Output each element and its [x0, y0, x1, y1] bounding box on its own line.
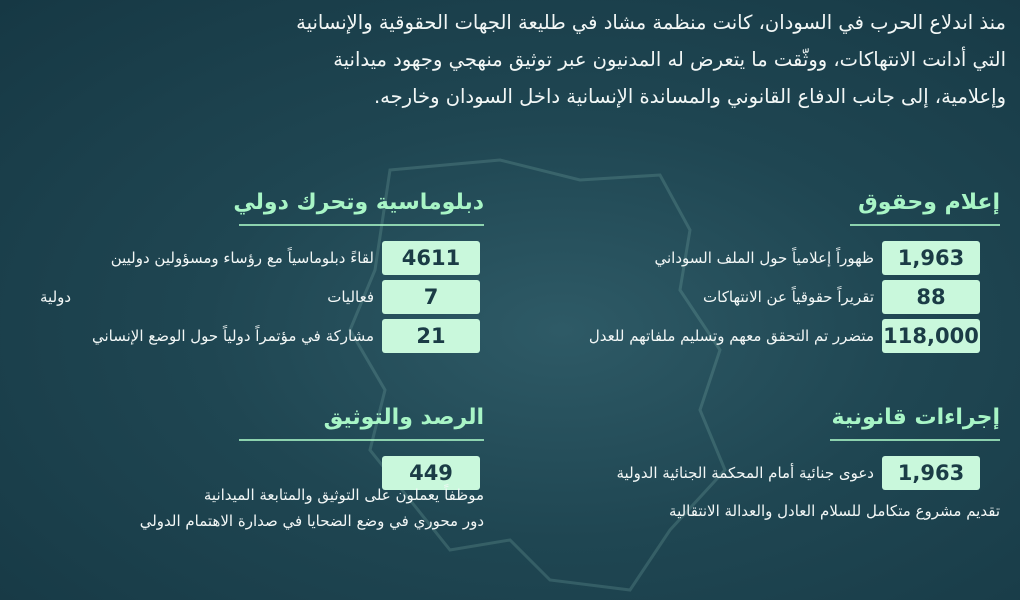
- media-label: متضرر تم التحقق معهم وتسليم ملفاتهم للعدل: [588, 327, 874, 345]
- monitoring-row-1: [382, 456, 480, 490]
- diplomacy-value-badge: 4611: [382, 241, 480, 275]
- media-row-3: [589, 319, 980, 353]
- media-value-badge: 1,963: [882, 241, 980, 275]
- monitoring-title-underline: [239, 439, 484, 441]
- diplomacy-section-title: دبلوماسية وتحرك دولي: [233, 190, 484, 215]
- legal-row-1: [617, 456, 980, 490]
- legal-section-title: إجراءات قانونية: [831, 405, 1000, 430]
- intro-paragraph: [16, 4, 1006, 115]
- diplomacy-label: فعاليات دولية: [40, 288, 374, 306]
- diplomacy-label: مشاركة في مؤتمراً دولياً حول الوضع الإنساني: [91, 327, 374, 345]
- media-title-underline: [850, 224, 1000, 226]
- media-value-badge: 118,000: [882, 319, 980, 353]
- media-value-badge: 88: [882, 280, 980, 314]
- monitoring-value-badge: 449: [382, 456, 480, 490]
- diplomacy-row-1: [111, 241, 480, 275]
- intro-line-2: التي أدانت الانتهاكات، ووثّقت ما يتعرض له المدنيون عبر توثيق منهجي وجهود ميدانية: [333, 48, 1006, 71]
- legal-note: تقديم مشروع متكامل للسلام العادل والعدالة الانتقالية: [669, 502, 1000, 520]
- legal-label: دعوى جنائية أمام المحكمة الجنائية الدولية: [616, 464, 874, 482]
- monitoring-note: دور محوري في وضع الضحايا في صدارة الاهتمام الدولي: [139, 512, 484, 530]
- media-label: ظهوراً إعلامياً حول الملف السوداني: [654, 249, 874, 267]
- legal-title-underline: [830, 439, 1000, 441]
- media-row-1: [655, 241, 981, 275]
- media-section-title: إعلام وحقوق: [858, 190, 1000, 215]
- intro-line-3: وإعلامية، إلى جانب الدفاع القانوني والمساندة الإنسانية داخل السودان وخارجه.: [373, 85, 1006, 108]
- media-label: تقريراً حقوقياً عن الانتهاكات: [703, 288, 874, 306]
- intro-line-1: منذ اندلاع الحرب في السودان، كانت منظمة مشاد في طليعة الجهات الحقوقية والإنسانية: [296, 11, 1006, 34]
- diplomacy-title-underline: [239, 224, 484, 226]
- media-row-2: [703, 280, 980, 314]
- sudan-map-silhouette: [330, 150, 750, 600]
- diplomacy-row-3: [92, 319, 480, 353]
- diplomacy-value-badge: 7: [382, 280, 480, 314]
- legal-value-badge: 1,963: [882, 456, 980, 490]
- monitoring-section-title: الرصد والتوثيق: [323, 405, 484, 430]
- diplomacy-label: لقاءً دبلوماسياً مع رؤساء ومسؤولين دوليين: [110, 249, 374, 267]
- monitoring-label: موظفاً يعملون على التوثيق والمتابعة الميدانية: [203, 486, 484, 504]
- diplomacy-value-badge: 21: [382, 319, 480, 353]
- diplomacy-row-2: [40, 280, 480, 314]
